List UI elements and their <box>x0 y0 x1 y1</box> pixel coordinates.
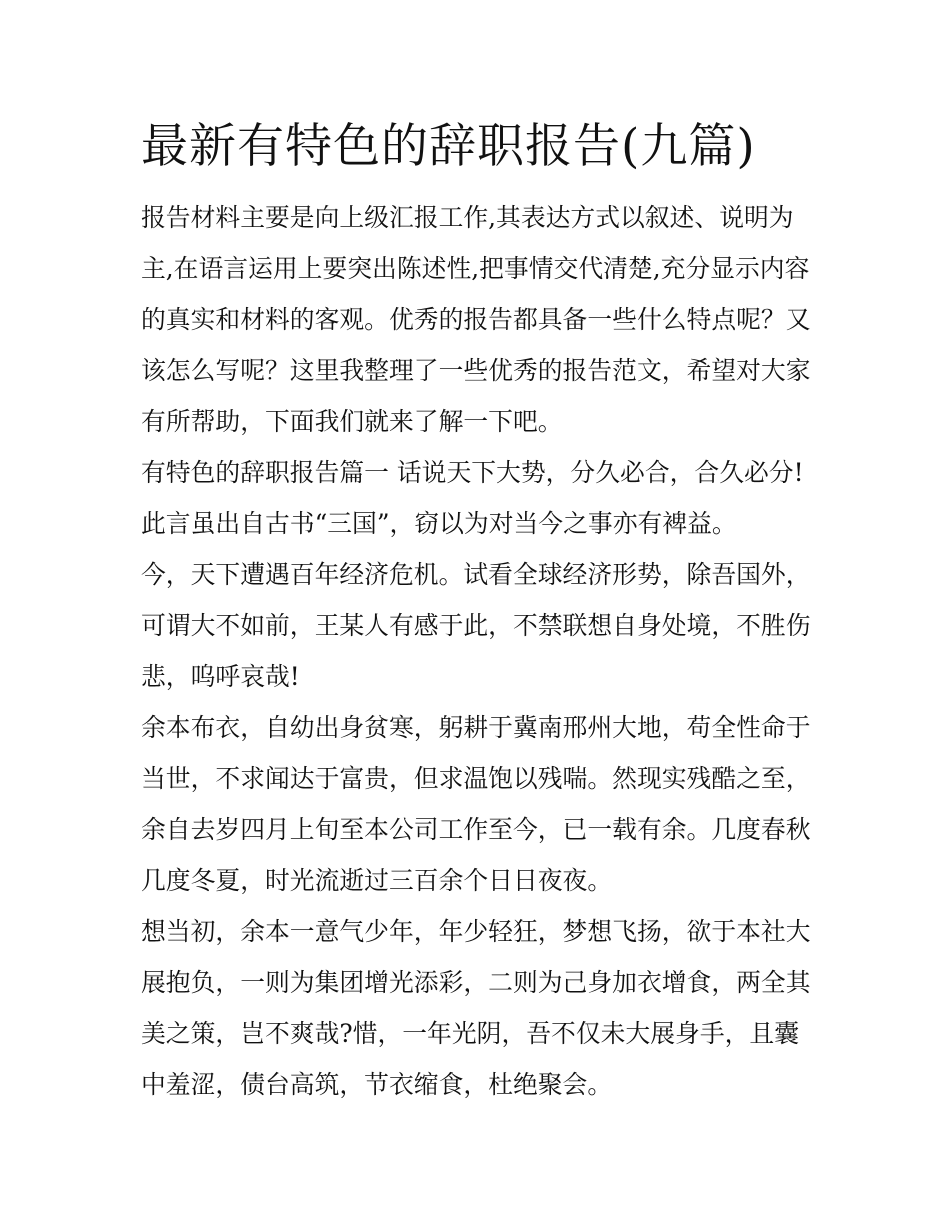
body-paragraph-4: 想当初，余本一意气少年，年少轻狂，梦想飞扬，欲于本社大展抱负，一则为集团增光添彩，二则为己身加衣增食，两全其美之策，岂不爽哉?惜，一年光阴，吾不仅未大展身手，且囊中羞涩，债台高筑，节衣缩食，杜绝聚会。 <box>141 917 811 1099</box>
body-paragraph-3: 余本布衣，自幼出身贫寒，躬耕于冀南邢州大地，苟全性命于当世，不求闻达于富贵，但求温饱以残喘。然现实残酷之至，余自去岁四月上旬至本公司工作至今，已一载有余。几度春秋几度冬夏，时光流逝过三百余个日日夜夜。 <box>141 713 811 895</box>
document-title: 最新有特色的辞职报告(九篇) <box>141 119 756 174</box>
body-paragraph-2: 今，天下遭遇百年经济危机。试看全球经济形势，除吾国外，可谓大不如前，王某人有感于此，不禁联想自身处境，不胜伤悲，呜呼哀哉! <box>141 560 811 691</box>
body-paragraph-1: 有特色的辞职报告篇一 话说天下大势，分久必合，合久必分!此言虽出自古书“三国”，窃以为对当今之事亦有裨益。 <box>141 458 804 538</box>
document-content <box>141 112 821 1110</box>
intro-paragraph: 报告材料主要是向上级汇报工作,其表达方式以叙述、说明为主,在语言运用上要突出陈述性,把事情交代清楚,充分显示内容的真实和材料的客观。优秀的报告都具备一些什么特点呢？又该怎么写呢？这里我整理了一些优秀的报告范文，希望对大家有所帮助，下面我们就来了解一下吧。 <box>141 203 811 436</box>
